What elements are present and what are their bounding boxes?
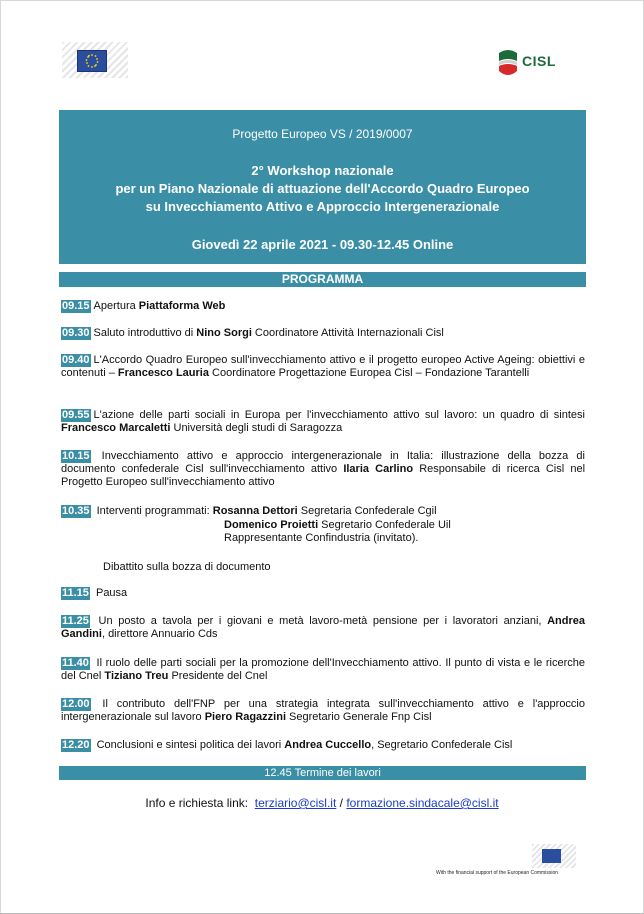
time-badge: 11.15 bbox=[62, 587, 89, 599]
project-code: Progetto Europeo VS / 2019/0007 bbox=[232, 127, 413, 141]
workshop-title-line3: su Invecchiamento Attivo e Approccio Intergenerazionale bbox=[145, 199, 500, 214]
agenda-item-continuation: Rappresentante Confindustria (invitato). bbox=[224, 532, 419, 544]
workshop-title-line2: per un Piano Nazionale di attuazione dell'Accordo Quadro Europeo bbox=[115, 181, 530, 196]
agenda-item: 09.15 Apertura Piattaforma Web bbox=[62, 300, 226, 312]
speaker-name: Rosanna Dettori bbox=[212, 505, 298, 517]
time-badge: 09.55 bbox=[62, 409, 90, 421]
agenda-item: 12.00 Il contributo dell'FNP per una strategia integrata sull'invecchiamento attivo e l'approccio intergenerazionale sul lavoro Piero Ragazzini Segretario Generale Fnp Cisl bbox=[61, 698, 585, 723]
email-link-terziario[interactable]: terziario@cisl.it bbox=[254, 796, 337, 810]
time-badge: 12.20 bbox=[62, 739, 90, 751]
agenda-item: 09.40 L'Accordo Quadro Europeo sull'invecchiamento attivo e il progetto europeo Active Ageing: obiettivi e contenuti – Francesco Lauria Coordinatore Progettazione Europea Cisl – Fondazione Tarantelli bbox=[61, 354, 585, 379]
title-banner bbox=[59, 110, 586, 264]
cisl-logo-text: CISL bbox=[522, 53, 556, 69]
time-badge: 11.25 bbox=[62, 615, 89, 627]
agenda-item: 10.15 Invecchiamento attivo e approccio intergenerazionale in Italia: illustrazione della bozza di documento confederale Cisl sull'invecchiamento attivo Ilaria Carlino Responsabile di ricerca Cisl nel Progetto Europeo sull'invecchiamento attivo bbox=[61, 450, 586, 488]
time-badge: 11.40 bbox=[62, 657, 89, 669]
agenda-item: 11.15 Pausa bbox=[62, 587, 128, 599]
workshop-title-line1: 2° Workshop nazionale bbox=[251, 163, 394, 178]
speaker-name: Francesco Lauria bbox=[117, 367, 209, 379]
programma-header: PROGRAMMA bbox=[59, 272, 586, 287]
agenda-item-continuation: Domenico Proietti Segretario Confederale Uil bbox=[224, 519, 451, 531]
agenda-item: 10.35 Interventi programmati: Rosanna Dettori Segretaria Confederale Cgil bbox=[62, 505, 437, 517]
time-badge: 09.15 bbox=[62, 300, 90, 312]
eu-commission-logo bbox=[62, 42, 128, 78]
end-of-works-bar: 12.45 Termine dei lavori bbox=[59, 766, 586, 780]
time-badge: 09.30 bbox=[62, 327, 90, 339]
time-badge: 09.40 bbox=[62, 354, 90, 366]
speaker-name: Ilaria Carlino bbox=[343, 463, 414, 475]
agenda-item: 09.30 Saluto introduttivo di Nino Sorgi Coordinatore Attività Internazionali Cisl bbox=[62, 327, 444, 339]
agenda-item: 11.40 Il ruolo delle parti sociali per la promozione dell'Invecchiamento attivo. Il punto di vista e le ricerche del Cnel Tiziano Treu Presidente del Cnel bbox=[61, 657, 585, 682]
time-badge: 10.15 bbox=[62, 450, 90, 462]
info-line bbox=[0, 796, 644, 810]
agenda-item: 11.25 Un posto a tavola per i giovani e metà lavoro-metà pensione per i lavoratori anziani, Andrea Gandini, direttore Annuario Cds bbox=[61, 615, 585, 640]
speaker-name: Domenico Proietti bbox=[224, 519, 319, 531]
cisl-mark-icon bbox=[497, 49, 519, 75]
speaker-name: Francesco Marcaletti bbox=[61, 422, 171, 434]
time-badge: 10.35 bbox=[62, 505, 90, 517]
speaker-name: Andrea Cuccello bbox=[284, 739, 372, 751]
funding-notice: With the financial support of the European Commission bbox=[436, 870, 559, 876]
info-label: Info e richiesta link: bbox=[145, 796, 249, 810]
speaker-name: Tiziano Treu bbox=[104, 670, 169, 682]
agenda-item: 12.20 Conclusioni e sintesi politica dei lavori Andrea Cuccello, Segretario Confederale Cisl bbox=[62, 739, 513, 751]
eu-flag-icon bbox=[542, 849, 561, 863]
email-link-formazione[interactable]: formazione.sindacale@cisl.it bbox=[346, 796, 499, 810]
eu-footer-logo bbox=[532, 844, 576, 868]
speaker-name: Piattaforma Web bbox=[138, 300, 226, 312]
speaker-name: Piero Ragazzini bbox=[204, 711, 286, 723]
dibattito-note: Dibattito sulla bozza di documento bbox=[103, 561, 271, 573]
eu-flag-icon bbox=[77, 50, 107, 72]
speaker-name: Nino Sorgi bbox=[196, 327, 252, 339]
speaker-name: Andrea Gandini bbox=[61, 615, 585, 640]
cisl-logo bbox=[497, 49, 577, 75]
event-date: Giovedì 22 aprile 2021 - 09.30-12.45 Online bbox=[191, 237, 454, 252]
email-separator: / bbox=[339, 796, 343, 810]
agenda-item: 09.55 L'azione delle parti sociali in Europa per l'invecchiamento attivo sul lavoro: un quadro di sintesi Francesco Marcaletti Università degli studi di Saragozza bbox=[61, 409, 585, 434]
time-badge: 12.00 bbox=[62, 698, 90, 710]
